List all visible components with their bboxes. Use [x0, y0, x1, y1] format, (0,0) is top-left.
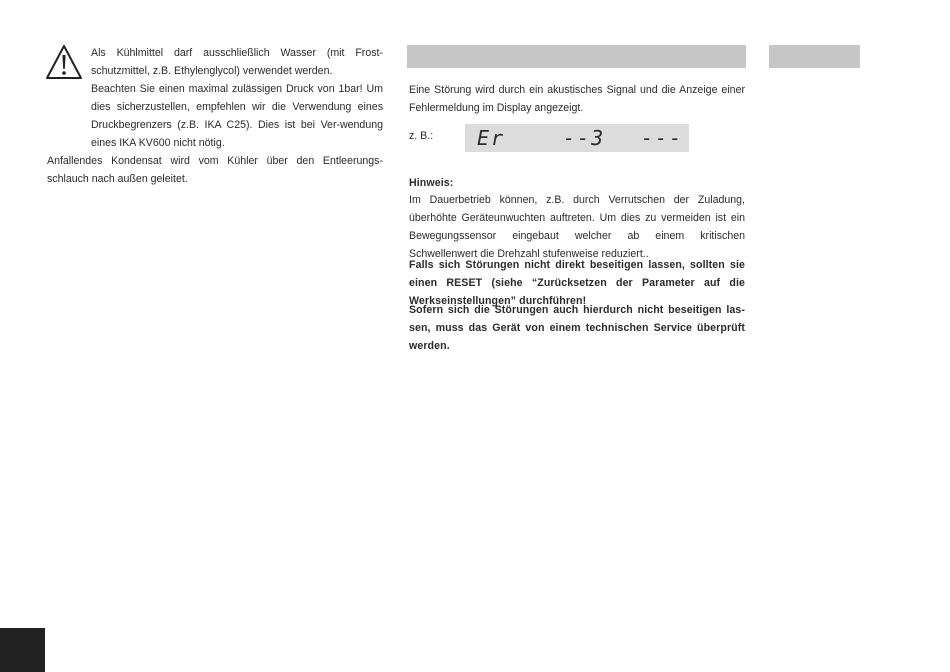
display-segment-dashes: ---	[641, 126, 684, 150]
warning-icon	[45, 44, 83, 80]
note-paragraph: Im Dauerbetrieb können, z.B. durch Verrutschen der Zuladung, überhöhte Geräteunwuchten auftreten. Um dies zu vermeiden ist ein Bewegungssensor eingebaut welcher ab einem kritischen Schwellenwert die Drehzahl stufenweise reduziert..	[409, 194, 745, 260]
warning-paragraph-pressure: Beachten Sie einen maximal zulässigen Druck von 1bar! Um dies sicherzustellen, empfehlen wir die Verwendung eines Druckbegrenzers (z.B. IKA C25). Dies ist bei Ver-wendung eines IKA KV600 nicht nötig.	[91, 83, 383, 149]
section-header-bar	[407, 45, 746, 68]
service-instruction-paragraph: Sofern sich die Störungen auch hierdurch nicht beseitigen las-sen, muss das Gerät von einem technischen Service überprüft werden.	[409, 304, 745, 352]
display-segment-error-code: Er	[477, 126, 506, 150]
note-heading: Hinweis:	[409, 177, 454, 189]
chapter-tab-bar	[769, 45, 860, 68]
error-intro-paragraph: Eine Störung wird durch ein akustisches Signal und die Anzeige einer Fehlermeldung im Display angezeigt.	[409, 84, 745, 114]
condensate-paragraph: Anfallendes Kondensat wird vom Kühler über den Entleerungs-schlauch nach außen geleitet.	[47, 155, 383, 185]
page-corner-marker	[0, 628, 45, 672]
example-label: z. B.:	[409, 130, 434, 142]
reset-instruction-paragraph: Falls sich Störungen nicht direkt beseitigen lassen, sollten sie einen RESET (siehe “Zurücksetzen der Parameter auf die Werkseinstellungen” durchführen!	[409, 259, 745, 307]
display-segment-error-number: --3	[563, 126, 606, 150]
warning-paragraph-coolant: Als Kühlmittel darf ausschließlich Wasser (mit Frost-schutzmittel, z.B. Ethylenglycol) verwendet werden.	[91, 47, 383, 77]
error-display	[465, 124, 689, 152]
